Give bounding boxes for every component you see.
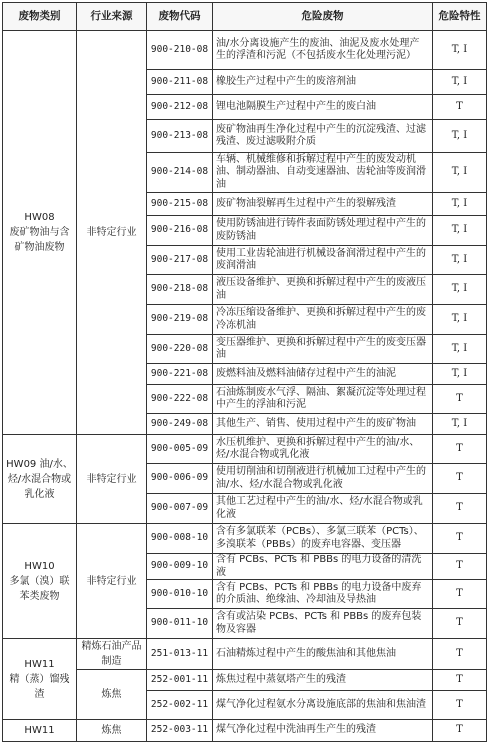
waste-description: 含有或沾染 PCBs、PCTs 和 PBBs 的废弃包装物及容器: [213, 609, 433, 639]
hazard-characteristic: T: [433, 524, 487, 554]
waste-description: 使用切削油和切削液进行机械加工过程中产生的油/水、烃/水混合物或乳化液: [213, 464, 433, 494]
waste-description: 废矿物油裂解再生过程中产生的裂解残渣: [213, 193, 433, 216]
hazard-characteristic: T, I: [433, 305, 487, 335]
waste-code: 900-214-08: [147, 153, 213, 193]
waste-code: 900-006-09: [147, 464, 213, 494]
waste-code: 252-002-11: [147, 691, 213, 720]
waste-code: 900-211-08: [147, 70, 213, 95]
waste-description: 变压器维护、更换和拆解过程中产生的废变压器油: [213, 335, 433, 364]
waste-code: 900-220-08: [147, 335, 213, 364]
waste-description: 使用工业齿轮油进行机械设备润滑过程中产生的废润滑油: [213, 246, 433, 275]
hazard-characteristic: T, I: [433, 153, 487, 193]
waste-code: 900-213-08: [147, 120, 213, 153]
hazard-characteristic: T, I: [433, 335, 487, 364]
waste-description: 煤气净化过程氨水分离设施底部的焦油和焦油渣: [213, 691, 433, 720]
waste-code: 900-215-08: [147, 193, 213, 216]
category-cell-hw09: HW09 油/水、烃/水混合物或乳化液: [3, 435, 77, 524]
waste-description: 含有 PCBs、PCTs 和 PBBs 的电力设备中废弃的介质油、绝缘油、冷却油及导热油: [213, 580, 433, 609]
category-cell-hw11: HW11 精（蒸）馏残渣: [3, 639, 77, 720]
waste-description: 炼焦过程中蒸氨塔产生的残渣: [213, 670, 433, 691]
table-row: [3, 639, 487, 670]
header-characteristic: 危险特性: [433, 3, 487, 31]
hazard-characteristic: T, I: [433, 364, 487, 385]
source-cell-coking: 炼焦: [77, 720, 147, 742]
hazard-characteristic: T: [433, 95, 487, 120]
table-row: [3, 31, 487, 70]
waste-description: 锂电池隔膜生产过程中产生的废白油: [213, 95, 433, 120]
hazardous-waste-table: [2, 2, 487, 742]
hazard-characteristic: T: [433, 385, 487, 414]
waste-description: 冷冻压缩设备维护、更换和拆解过程中产生的废冷冻机油: [213, 305, 433, 335]
waste-description: 含有多氯联苯（PCBs）、多氯三联苯（PCTs）、多溴联苯（PBBs）的废弃电容器、变压器: [213, 524, 433, 554]
waste-description: 液压设备维护、更换和拆解过程中产生的废液压油: [213, 275, 433, 305]
hazard-characteristic: T: [433, 435, 487, 464]
category-cell-hw08: HW08 废矿物油与含矿物油废物: [3, 31, 77, 435]
waste-code: 900-216-08: [147, 216, 213, 246]
waste-code: 900-219-08: [147, 305, 213, 335]
waste-code: 251-013-11: [147, 639, 213, 670]
hazard-characteristic: T: [433, 494, 487, 524]
waste-code: 900-212-08: [147, 95, 213, 120]
hazard-characteristic: T, I: [433, 216, 487, 246]
hazard-characteristic: T: [433, 720, 487, 742]
header-category: 废物类别: [3, 3, 77, 31]
hazard-characteristic: T, I: [433, 31, 487, 70]
source-cell-nonspecific: 非特定行业: [77, 31, 147, 435]
waste-code: 900-217-08: [147, 246, 213, 275]
waste-description: 废燃料油及燃料油储存过程中产生的油泥: [213, 364, 433, 385]
waste-code: 252-003-11: [147, 720, 213, 742]
waste-description: 橡胶生产过程中产生的废溶剂油: [213, 70, 433, 95]
waste-code: 900-221-08: [147, 364, 213, 385]
hazard-characteristic: T: [433, 464, 487, 494]
source-cell-petroleum: 精炼石油产品制造: [77, 639, 147, 670]
hazard-characteristic: T: [433, 609, 487, 639]
hazard-characteristic: T, I: [433, 70, 487, 95]
waste-description: 其他工艺过程中产生的油/水、烃/水混合物或乳化液: [213, 494, 433, 524]
waste-code: 900-249-08: [147, 414, 213, 435]
hazard-characteristic: T, I: [433, 275, 487, 305]
header-source: 行业来源: [77, 3, 147, 31]
hazard-characteristic: T, I: [433, 246, 487, 275]
hazard-characteristic: T: [433, 639, 487, 670]
waste-description: 其他生产、销售、使用过程中产生的废矿物油: [213, 414, 433, 435]
table-header-row: [3, 3, 487, 31]
table-row: [3, 720, 487, 742]
waste-code: 900-009-10: [147, 554, 213, 580]
waste-description: 含有 PCBs、PCTs 和 PBBs 的电力设备的清洗液: [213, 554, 433, 580]
hazard-characteristic: T, I: [433, 193, 487, 216]
waste-code: 900-218-08: [147, 275, 213, 305]
table-row: [3, 435, 487, 464]
source-cell-coking: 炼焦: [77, 670, 147, 720]
category-cell-hw11-continued: HW11: [3, 720, 77, 742]
waste-description: 油/水分离设施产生的废油、油泥及废水处理产生的浮渣和污泥（不包括废水生化处理污泥）: [213, 31, 433, 70]
waste-description: 车辆、机械维修和拆解过程中产生的废发动机油、制动器油、自动变速器油、齿轮油等废润滑油: [213, 153, 433, 193]
hazard-characteristic: T, I: [433, 120, 487, 153]
waste-code: 900-005-09: [147, 435, 213, 464]
waste-code: 900-011-10: [147, 609, 213, 639]
waste-description: 煤气净化过程中洗油再生产生的残渣: [213, 720, 433, 742]
waste-code: 900-222-08: [147, 385, 213, 414]
waste-description: 使用防锈油进行铸件表面防锈处理过程中产生的废防锈油: [213, 216, 433, 246]
waste-description: 石油炼制废水气浮、隔油、絮凝沉淀等处理过程中产生的浮油和污泥: [213, 385, 433, 414]
waste-description: 废矿物油再生净化过程中产生的沉淀残渣、过滤残渣、废过滤吸附介质: [213, 120, 433, 153]
header-code: 废物代码: [147, 3, 213, 31]
hazard-characteristic: T, I: [433, 414, 487, 435]
waste-code: 900-007-09: [147, 494, 213, 524]
source-cell-nonspecific: 非特定行业: [77, 435, 147, 524]
hazard-characteristic: T: [433, 670, 487, 691]
waste-description: 水压机维护、更换和拆解过程中产生的油/水、烃/水混合物或乳化液: [213, 435, 433, 464]
hazard-characteristic: T: [433, 580, 487, 609]
hazard-characteristic: T: [433, 554, 487, 580]
waste-code: 900-008-10: [147, 524, 213, 554]
source-cell-nonspecific: 非特定行业: [77, 524, 147, 639]
waste-code: 900-210-08: [147, 31, 213, 70]
category-cell-hw10: HW10 多氯（溴）联苯类废物: [3, 524, 77, 639]
hazard-characteristic: T: [433, 691, 487, 720]
table-row: [3, 524, 487, 554]
header-waste: 危险废物: [213, 3, 433, 31]
waste-description: 石油精炼过程中产生的酸焦油和其他焦油: [213, 639, 433, 670]
waste-code: 900-010-10: [147, 580, 213, 609]
waste-code: 252-001-11: [147, 670, 213, 691]
